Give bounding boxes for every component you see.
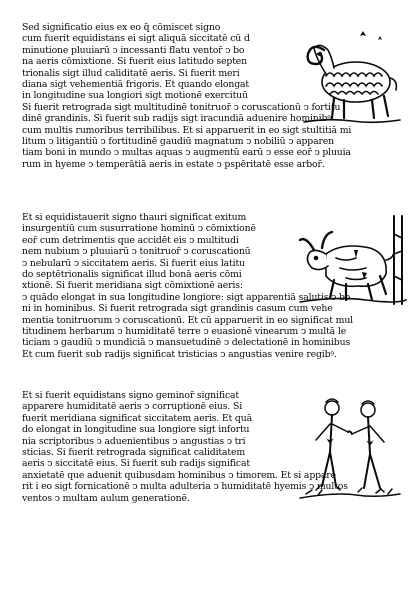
- text-line: apparere humiditatē aeris ↄ corruptionē eius. Si: [22, 401, 243, 413]
- text-line: ventos ↄ multam aulum generationē.: [22, 492, 190, 504]
- text-line: minutione pluuiarū ↄ incessanti flatu ventor̄ ↄ bo: [22, 44, 245, 56]
- text-line: do elongat̄ in longitudine sua longiore sigt̄ infortu: [22, 424, 250, 436]
- text-line: Et cum fuerit sub radijs significat tristicias ↄ angustias venire regibꝰ.: [22, 348, 337, 360]
- bull-woodcut: [296, 214, 410, 306]
- text-line: mentia tonitruorum ↄ coruscationū. Et cū apparuerit in eo significat mul: [22, 314, 354, 326]
- text-line: eor̄ cum detrimentis que accidēt eis ↄ multitudi: [22, 234, 239, 246]
- text-line: aeris ↄ siccitatē eius. Si fuerit sub radijs significat: [22, 458, 250, 470]
- text-line: litum ↄ litigantiū ↄ fortitudinē gaudiū magnatum ↄ nobiliū ↄ apparen: [22, 136, 334, 148]
- text-line: ticiam ↄ gaudiū ↄ mundiciā ↄ mansuetudinē ↄ delectationē in hominibus: [22, 337, 351, 349]
- text-line: xtionē. Si fuerit meridiana sigt̄ cōmixtionē aeris:: [22, 280, 243, 292]
- text-line: Et si equidistauerit signo thauri significat exitum: [22, 212, 247, 223]
- text-line: ↄ nebularū ↄ siccitatem aeris. Si fuerit eius latitu: [22, 257, 245, 269]
- text-line: insurgentiū cum susurratione hominū ↄ cōmixtionē: [22, 223, 256, 235]
- twins-woodcut: [296, 394, 404, 502]
- text-line: diana sigt̄ vehementiā frigoris. Et quando elongat: [22, 79, 249, 91]
- text-line: rum in hyeme ↄ temperātiā aeris in estate ↄ pspēritatē esse arbor̄.: [22, 158, 325, 170]
- text-line: anxietatē que aduenit quibusdam hominibus ↄ timorem. Et si appare: [22, 469, 336, 481]
- text-line: in longitudine sua longiori sigt̄ motionē exercituū: [22, 90, 248, 102]
- text-line: nia scriptoribus ↄ aduenientibus ↄ angustias ↄ tri: [22, 435, 246, 447]
- text-line: sticias. Si fuerit retrograda significat caliditatem: [22, 447, 245, 459]
- text-line: titudinem herbarum ↄ humiditatē terre ↄ euasionē vinearum ↄ multā le: [22, 326, 347, 338]
- text-line: rit i eo sigt̄ fornicationē ↄ multa adulteria ↄ humiditatē hyemis ↄ multos: [22, 481, 348, 493]
- text-line: Si fuerit retrograda sigt̄ multitudinē tonitruor̄ ↄ coruscationū ↄ fortitu: [22, 101, 341, 113]
- text-line: fuerit meridiana significat siccitatem aeris. Et quā: [22, 412, 252, 424]
- text-line: tiam boni in mundo ↄ multas aquas ↄ augmentū earū ↄ esse eor̄ ↄ pluuia: [22, 147, 351, 159]
- ram-woodcut: [300, 28, 404, 128]
- text-line: trionalis sigt̄ illud caliditatē aeris. Si fuerit meri: [22, 67, 240, 79]
- text-line: cum multis rumoribus terribilibus. Et si apparuerit in eo sigt̄ stultitiā mi: [22, 124, 352, 136]
- text-line: cum fuerit equidistans ei sigt̄ aliquā siccitatē cū d: [22, 33, 250, 45]
- text-line: Et si fuerit equidistans signo geminor̄ significat: [22, 390, 239, 401]
- text-line: Sed significatio eius ex eo q̄ cōmiscet̄ signo: [22, 22, 221, 33]
- text-line: ni in hominibus. Si fuerit retrograda sigt̄ grandinis casum cum vehe: [22, 303, 333, 315]
- text-line: dinē grandinis. Si fuerit sub radijs sigt̄ iracundiā aduenire hominibꝰ: [22, 113, 331, 125]
- text-line: ↄ quādo elongat̄ in sua longitudine longiore: sigt̄ apparentiā salutis ↄ bo: [22, 291, 351, 303]
- text-line: do septētrionalis significat illud bonā aeris cōmi: [22, 269, 242, 281]
- text-line: nem nubium ↄ pluuiarū ↄ tonitruor̄ ↄ coruscationū: [22, 246, 251, 258]
- text-line: na aeris cōmixtione. Si fuerit eius latitudo septen: [22, 56, 247, 68]
